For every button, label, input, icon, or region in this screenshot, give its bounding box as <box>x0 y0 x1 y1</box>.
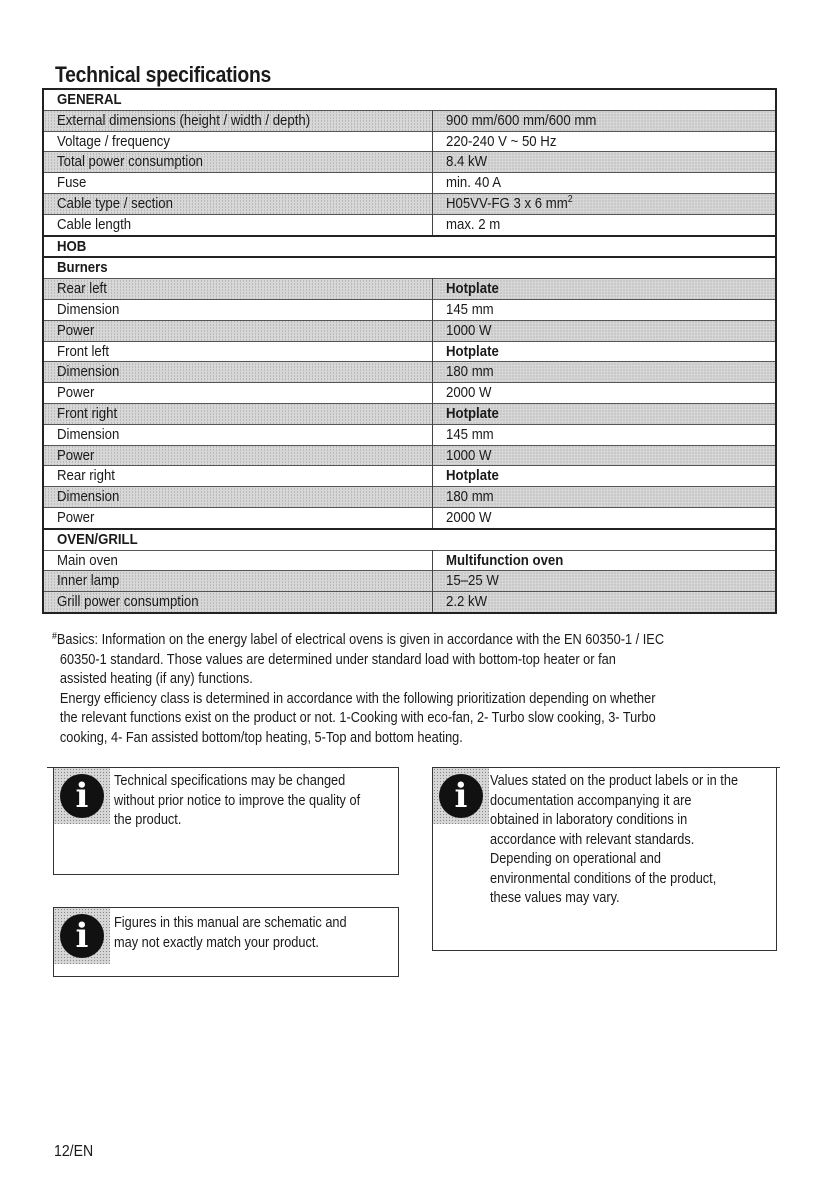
info-text: Figures in this manual are schematic and may not exactly match your product. <box>114 915 347 951</box>
spec-row <box>43 320 776 341</box>
spec-row <box>43 424 776 445</box>
spec-value: 180 mm <box>433 362 777 383</box>
spec-label: Front right <box>43 403 433 424</box>
spec-value: 2.2 kW <box>433 592 777 613</box>
spec-label: Rear right <box>43 466 433 487</box>
info-box-values <box>432 767 777 951</box>
spec-row <box>43 362 776 383</box>
note-marker: # <box>52 631 57 642</box>
spec-row <box>43 341 776 362</box>
spec-row <box>43 383 776 404</box>
spec-row <box>43 403 776 424</box>
energy-notes <box>52 631 792 748</box>
spec-row <box>43 299 776 320</box>
spec-label: Power <box>43 507 433 528</box>
spec-label: Dimension <box>43 424 433 445</box>
spec-row <box>43 466 776 487</box>
section-header <box>43 236 776 258</box>
spec-row <box>43 507 776 528</box>
spec-label: Dimension <box>43 487 433 508</box>
section-label: HOB <box>43 236 776 258</box>
spec-value: max. 2 m <box>446 215 501 233</box>
spec-row <box>43 550 776 571</box>
spec-row <box>43 487 776 508</box>
info-icon: i <box>54 908 110 964</box>
spec-label: Power <box>43 383 433 404</box>
spec-value: 145 mm <box>446 425 494 443</box>
section-header <box>43 529 776 550</box>
spec-row <box>43 152 776 173</box>
spec-label: Power <box>43 320 433 341</box>
spec-value: 145 mm <box>446 300 494 318</box>
spec-row <box>43 445 776 466</box>
spec-row <box>43 193 776 214</box>
note-line: assisted heating (if any) functions. <box>59 671 253 687</box>
section-header <box>43 257 776 278</box>
spec-value: Hotplate <box>433 279 777 300</box>
spec-value: 2000 W <box>446 508 492 526</box>
page-number: 12/EN <box>54 1143 94 1160</box>
spec-row <box>43 214 776 235</box>
spec-row <box>43 592 776 613</box>
info-icon: i <box>54 768 110 824</box>
spec-label: Cable length <box>43 214 433 235</box>
spec-value: 180 mm <box>433 487 777 508</box>
spec-value: min. 40 A <box>446 174 502 192</box>
spec-label: Voltage / frequency <box>43 131 433 152</box>
spec-label: Fuse <box>43 173 433 194</box>
spec-row <box>43 110 776 131</box>
info-icon: i <box>433 768 489 824</box>
spec-value: 1000 W <box>433 445 777 466</box>
spec-label: Main oven <box>43 550 433 571</box>
spec-table <box>42 88 777 614</box>
spec-label: Total power consumption <box>43 152 433 173</box>
note-line: Energy efficiency class is determined in accordance with the following prioritization depending on whether <box>59 690 656 707</box>
section-label: GENERAL <box>43 89 776 110</box>
spec-label: Cable type / section <box>43 193 433 214</box>
spec-row <box>43 279 776 300</box>
section-header <box>43 89 776 110</box>
spec-label: Dimension <box>43 299 433 320</box>
info-text: Technical specifications may be changed without prior notice to improve the quality of the product. <box>114 773 361 828</box>
spec-value: Hotplate <box>433 403 777 424</box>
spec-value: H05VV-FG 3 x 6 $mm^2$ <box>433 193 777 214</box>
note-line: the relevant functions exist on the product or not. 1-Cooking with eco-fan, 2- Turbo slow cooking, 3- Turbo <box>59 710 656 726</box>
spec-value: 900 mm/600 mm/600 mm <box>433 110 777 131</box>
spec-value: Hotplate <box>446 342 499 360</box>
info-text: Values stated on the product labels or in the documentation accompanying it are obtained in laboratory conditions in accordance with relevant standards. Depending on operational and environmental conditions of the product, these values may vary. <box>490 773 739 906</box>
page-title: Technical specifications <box>55 62 272 87</box>
spec-value: 1000 W <box>433 320 777 341</box>
note-line: cooking, 4- Fan assisted bottom/top heating, 5-Top and bottom heating. <box>59 729 463 746</box>
spec-value: Hotplate <box>446 467 499 485</box>
spec-label: External dimensions (height / width / depth) <box>43 110 433 131</box>
spec-label: Front left <box>43 341 433 362</box>
spec-value: 15–25 W <box>433 571 777 592</box>
spec-label: Grill power consumption <box>43 592 433 613</box>
spec-row <box>43 173 776 194</box>
spec-value: Multifunction oven <box>446 551 564 569</box>
spec-value: 2000 W <box>446 384 492 402</box>
spec-row <box>43 131 776 152</box>
note-line: 60350-1 standard. Those values are determined under standard load with bottom-top heater or fan <box>59 651 616 668</box>
info-box-figures <box>53 907 399 977</box>
spec-label: Inner lamp <box>43 571 433 592</box>
section-label: Burners <box>43 257 776 278</box>
spec-label: Rear left <box>43 279 433 300</box>
note-line: #Basics: Information on the energy label of electrical ovens is given in accordance with the EN 60350-1 / IEC <box>52 631 665 648</box>
spec-label: Dimension <box>43 362 433 383</box>
spec-value: 8.4 kW <box>433 152 777 173</box>
spec-row <box>43 571 776 592</box>
spec-label: Power <box>43 445 433 466</box>
section-label: OVEN/GRILL <box>43 529 776 550</box>
info-box-specs <box>53 767 399 875</box>
spec-value: 220-240 V ~ 50 Hz <box>446 132 557 150</box>
